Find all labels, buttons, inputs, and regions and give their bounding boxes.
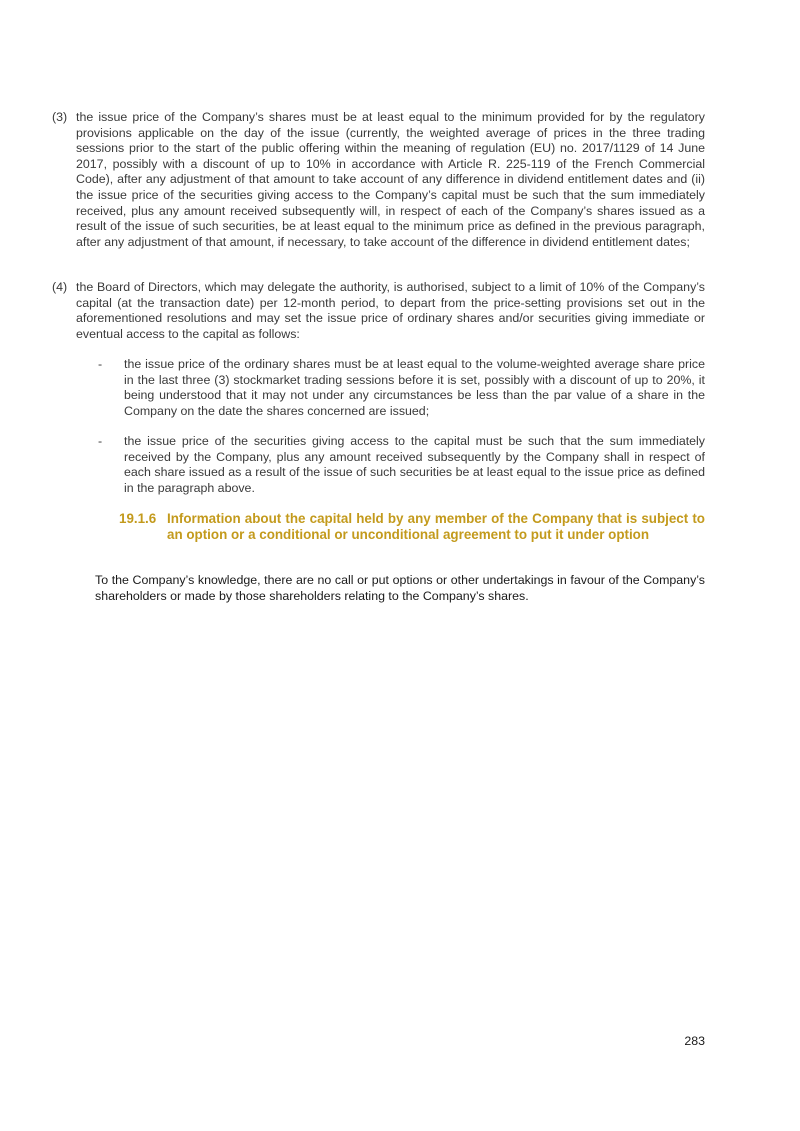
list-item-number: (3)	[52, 110, 68, 124]
bullet-text: the issue price of the securities giving access to the capital must be such that the sum immediately received by the Company, plus any amount received subsequently by the Company shall in respect of each share issued as a result of the issue of such securities be at least equal to the issue price as defined in the paragraph above.	[124, 434, 705, 495]
bullet-item-ordinary-shares	[98, 357, 705, 419]
bullet-marker: -	[98, 434, 103, 448]
section-title: Information about the capital held by any member of the Company that is subject to an option or a conditional or unconditional agreement to put it under option	[167, 511, 705, 542]
bullet-text: the issue price of the ordinary shares must be at least equal to the volume-weighted average share price in the last three (3) stockmarket trading sessions before it is set, possibly with a discount of up to 20%, it being understood that it may not under any circumstances be less than the par value of a share in the Company on the date the shares concerned are issued;	[124, 357, 705, 418]
section-heading	[119, 511, 705, 543]
list-item-text: the issue price of the Company’s shares must be at least equal to the minimum provided for by the regulatory provisions applicable on the day of the issue (currently, the weighted average of prices in the three trading sessions prior to the start of the public offering within the meaning of regulation (EU) no. 2017/1129 of 14 June 2017, possibly with a discount of up to 10% in accordance with Article R. 225-119 of the French Commercial Code), after any adjustment of that amount to take account of any difference in dividend entitlement dates and (ii) the issue price of the securities giving access to the Company’s capital must be such that the sum immediately received, plus any amount received subsequently will, in respect of each of the Company’s shares issued as a result of the issue of such securities, be at least equal to the minimum price as defined in the previous paragraph, after any adjustment of that amount, if necessary, to take account of the difference in dividend entitlement dates;	[76, 110, 705, 249]
list-item-number: (4)	[52, 280, 68, 294]
section-number: 19.1.6	[119, 511, 157, 526]
list-item-3	[52, 110, 705, 250]
closing-paragraph: To the Company’s knowledge, there are no call or put options or other undertakings in favour of the Company’s shareholders or made by those shareholders relating to the Company’s shares.	[95, 573, 705, 603]
bullet-item-securities	[98, 434, 705, 496]
list-item-text: the Board of Directors, which may delegate the authority, is authorised, subject to a limit of 10% of the Company’s capital (at the transaction date) per 12-month period, to depart from the price-setting provisions set out in the aforementioned resolutions and may set the issue price of ordinary shares and/or securities giving immediate or eventual access to the capital as follows:	[76, 280, 705, 341]
page-number: 283	[684, 1034, 705, 1048]
bullet-marker: -	[98, 357, 103, 371]
list-item-4	[52, 280, 705, 342]
